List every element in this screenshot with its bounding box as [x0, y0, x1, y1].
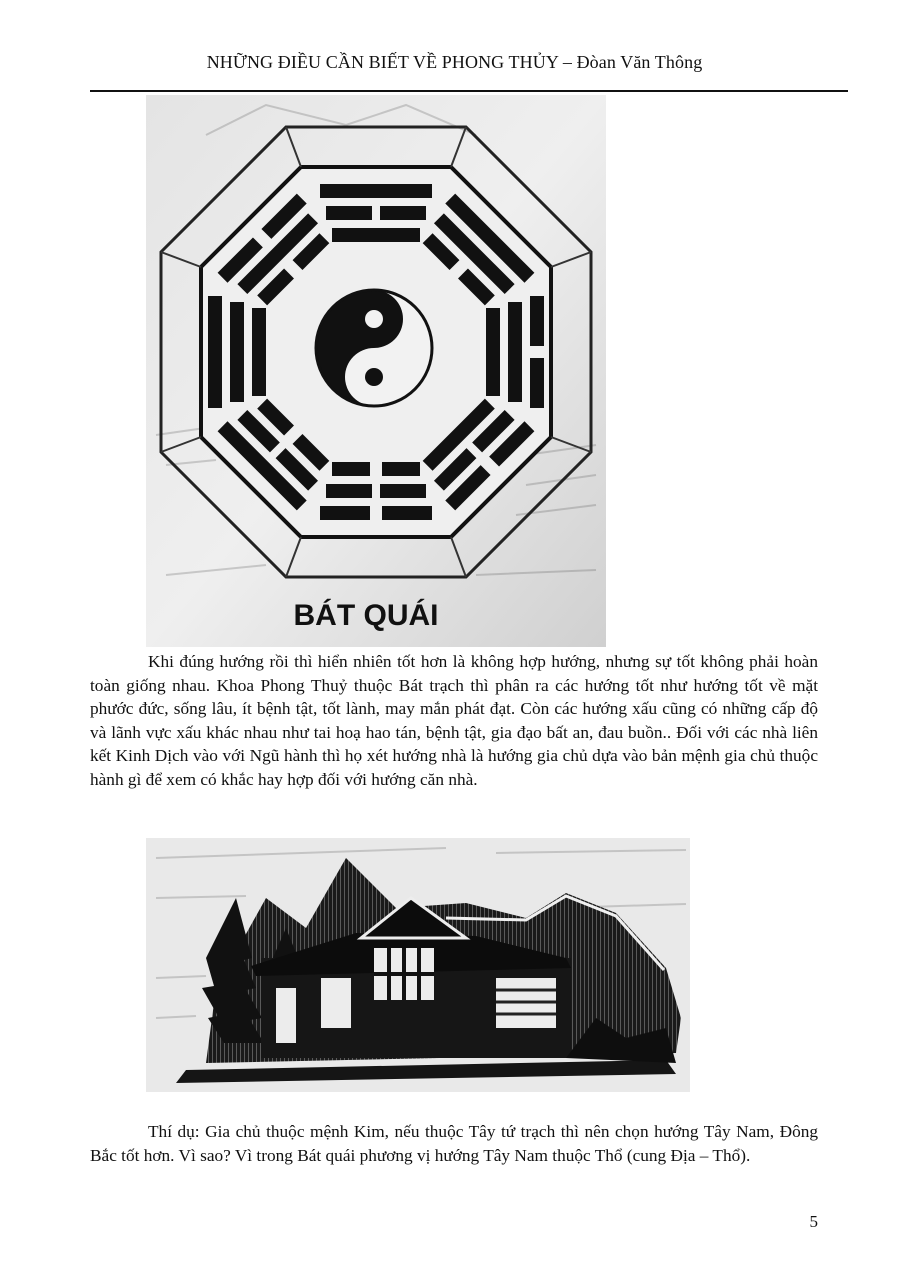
- paragraph-2: Thí dụ: Gia chủ thuộc mệnh Kim, nếu thuộc Tây tứ trạch thì nên chọn hướng Tây Nam, Đông Bắc tốt hơn. Vì sao? Vì trong Bát quái phương vị hướng Tây Nam thuộc Thổ (cung Địa – Thổ).: [90, 1122, 818, 1165]
- house-figure: [146, 838, 690, 1092]
- paragraph-1: Khi đúng hướng rồi thì hiển nhiên tốt hơn là không hợp hướng, nhưng sự tốt không phải hoàn toàn giống nhau. Khoa Phong Thuỷ thuộc Bát trạch thì phân ra các hướng tốt như hướng tốt về mặt phước đức, sống lâu, ít bệnh tật, tốt lành, may mắn phát đạt. Còn các hướng xấu cũng có những cấp độ và lãnh vực xấu khác nhau như tai hoạ hao tán, bệnh tật, gia đạo bất an, đau buồn.. Đối với các nhà liên kết Kinh Dịch vào với Ngũ hành thì họ xét hướng nhà là hướng gia chủ dựa vào bản mệnh gia chủ thuộc hành gì để xem có khắc hay hợp đối với hướng căn nhà.: [90, 652, 818, 789]
- bagua-yin-yang-icon: [146, 95, 606, 647]
- page-number: 5: [809, 1212, 818, 1231]
- header-rule: [90, 90, 848, 92]
- running-header: NHỮNG ĐIỀU CẦN BIẾT VỀ PHONG THỦY – Đòan Văn Thông: [206, 52, 703, 72]
- bagua-figure: [146, 95, 606, 647]
- bagua-caption: BÁT QUÁI: [293, 599, 439, 632]
- yin-yang-icon: [316, 290, 432, 406]
- house-with-trees-icon: [146, 838, 690, 1092]
